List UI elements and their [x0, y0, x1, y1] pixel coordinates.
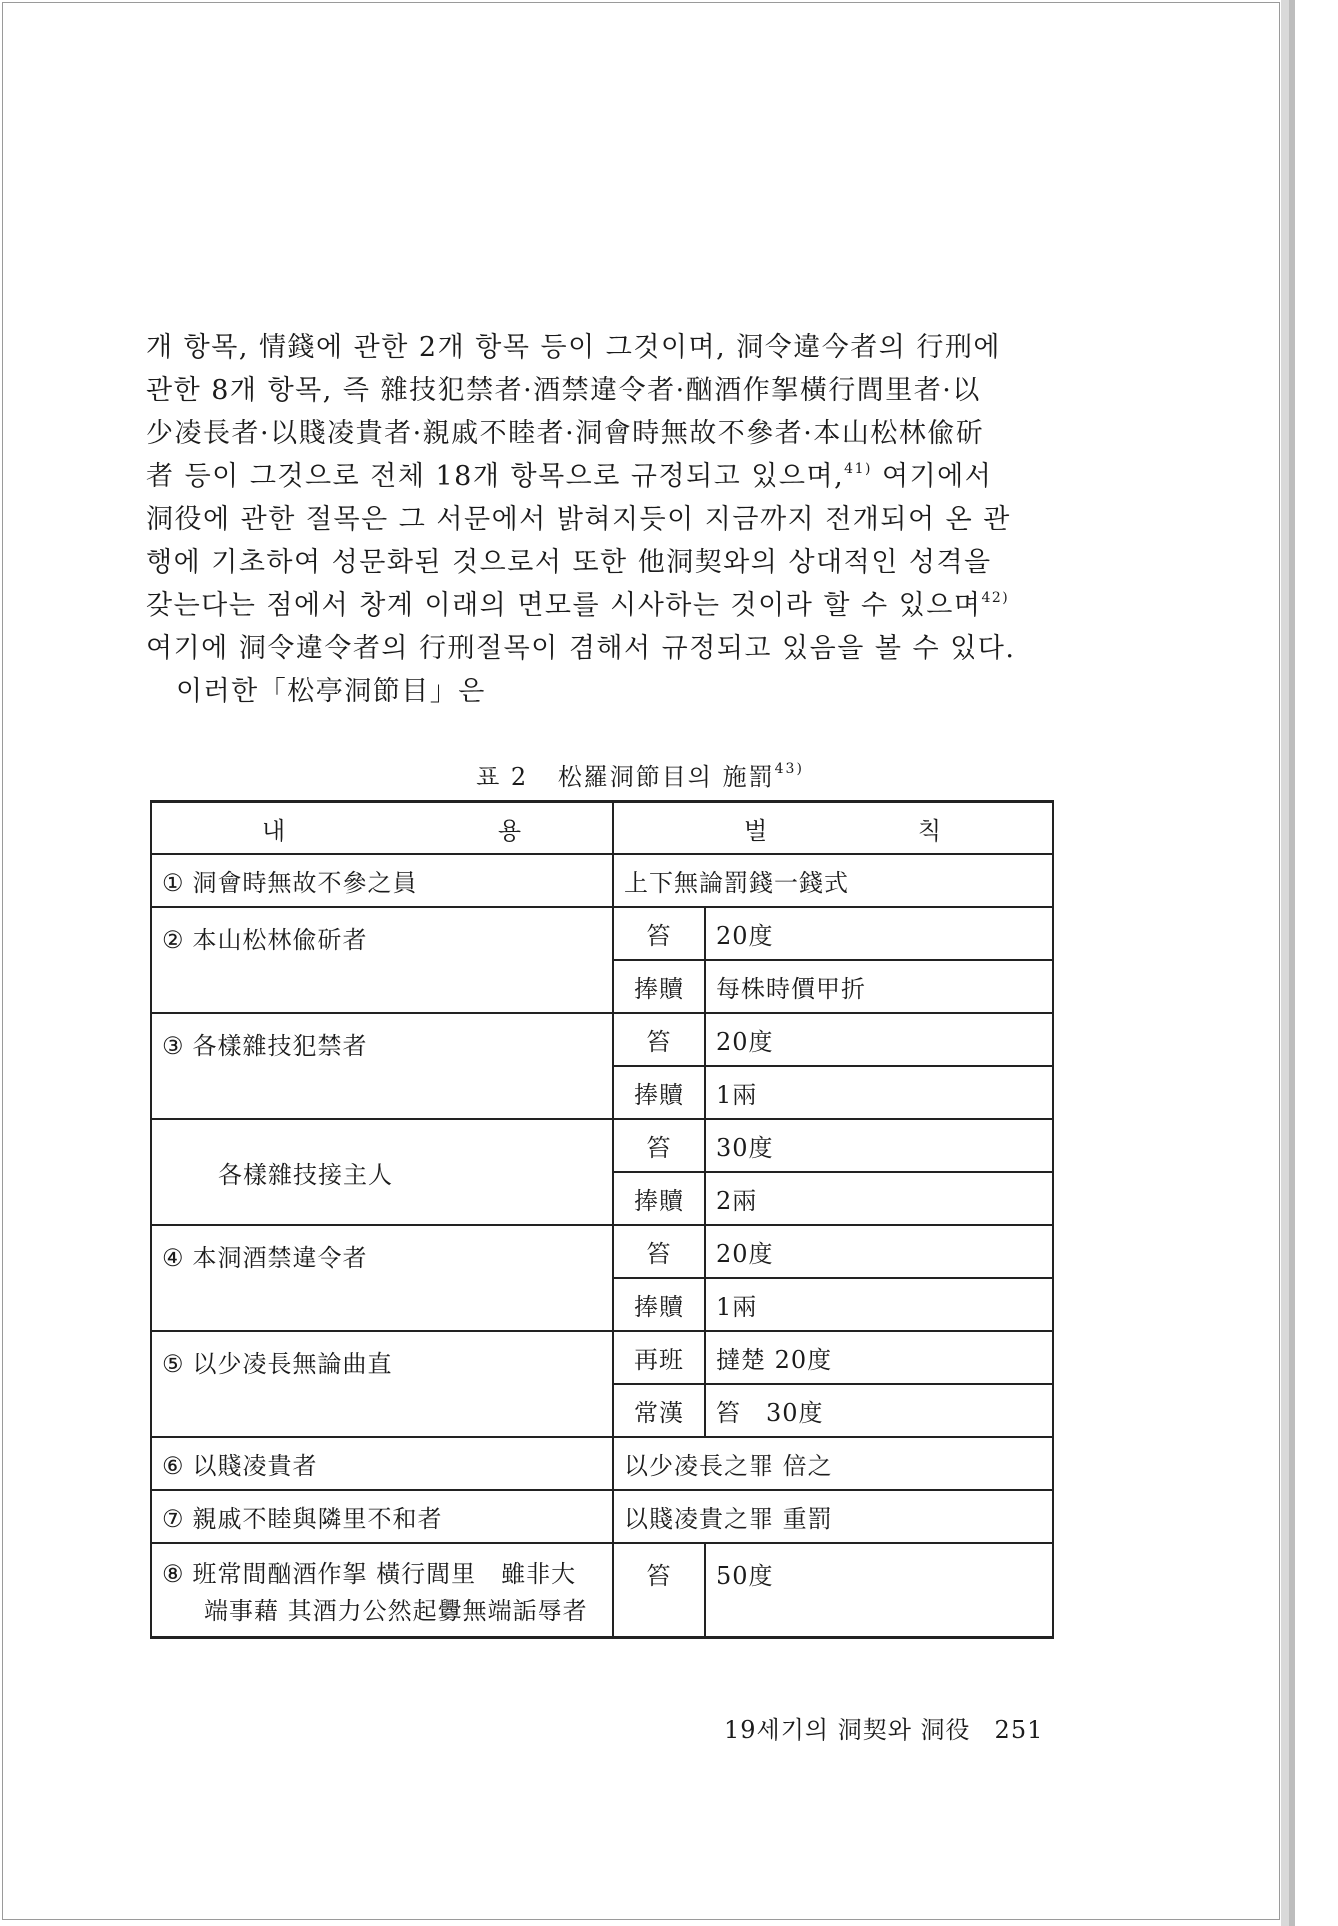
table-title: 松羅洞節目의 施罰	[557, 763, 775, 791]
header-content: 내 용	[151, 802, 613, 855]
penalty-label: 捧贖	[613, 960, 705, 1013]
penalty-value: 30度	[705, 1119, 1053, 1172]
penalty-value: 笞 30度	[705, 1384, 1053, 1437]
rule-content: ⑦ 親戚不睦與隣里不和者	[151, 1490, 613, 1543]
table-row	[151, 1543, 1053, 1638]
penalty-value: 20度	[705, 1225, 1053, 1278]
rule-content: ① 洞會時無故不參之員	[151, 854, 613, 907]
body-line: 者 등이 그것으로 전체 18개 항목으로 규정되고 있으며,$^{41)}$ 여기에서	[146, 461, 993, 492]
body-line: 행에 기초하여 성문화된 것으로서 또한 他洞契와의 상대적인 성격을	[146, 547, 992, 578]
body-line: 이러한「松亭洞節目」은	[176, 676, 486, 707]
penalty-label: 笞	[613, 1225, 705, 1278]
page-edge-shadow	[1281, 0, 1289, 1926]
rule-penalty: 以少凌長之罪 倍之	[613, 1437, 1053, 1490]
rule-content: ⑤ 以少凌長無論曲直	[151, 1331, 613, 1437]
footnote-ref: 42)	[981, 590, 1010, 606]
table-row	[151, 907, 1053, 960]
penalty-value: 每株時價甲折	[705, 960, 1053, 1013]
table-row	[151, 1331, 1053, 1384]
penalty-value: 50度	[705, 1543, 1053, 1638]
rule-penalty: 上下無論罰錢一錢式	[613, 854, 1053, 907]
rule-penalty: 以賤凌貴之罪 重罰	[613, 1490, 1053, 1543]
penalty-value: 1兩	[705, 1278, 1053, 1331]
running-footer	[724, 1710, 1043, 1745]
rule-content: ④ 本洞酒禁違令者	[151, 1225, 613, 1331]
table-caption	[0, 757, 1280, 792]
penalty-label: 笞	[613, 907, 705, 960]
penalty-value: 20度	[705, 907, 1053, 960]
footnote-ref: 41)	[844, 461, 872, 477]
rule-content: ③ 各樣雜技犯禁者	[151, 1013, 613, 1119]
penalty-label: 常漢	[613, 1384, 705, 1437]
table-row	[151, 1013, 1053, 1066]
body-line: 여기에 洞令違令者의 行刑절목이 겸해서 규정되고 있음을 볼 수 있다.	[146, 633, 1016, 664]
rule-sub-content: 各樣雜技接主人	[151, 1119, 613, 1225]
rule-content: ② 本山松林偸斫者	[151, 907, 613, 1013]
table-row	[151, 1225, 1053, 1278]
header-penalty: 벌 칙	[613, 802, 1053, 855]
penalty-label: 捧贖	[613, 1066, 705, 1119]
table-row	[151, 1437, 1053, 1490]
penalty-label: 再班	[613, 1331, 705, 1384]
running-title: 19세기의 洞契와 洞役	[724, 1716, 971, 1744]
table-row	[151, 1490, 1053, 1543]
table-row	[151, 1119, 1053, 1172]
penalty-value: 20度	[705, 1013, 1053, 1066]
penalty-label: 捧贖	[613, 1278, 705, 1331]
penalty-value: 1兩	[705, 1066, 1053, 1119]
table-header-row	[151, 802, 1053, 855]
body-line: 갖는다는 점에서 창계 이래의 면모를 시사하는 것이라 할 수 있으며$^{42)}$	[146, 590, 1010, 621]
rule-content: ⑥ 以賤凌貴者	[151, 1437, 613, 1490]
penalty-label: 笞	[613, 1013, 705, 1066]
penalty-label: 笞	[613, 1119, 705, 1172]
body-line: 개 항목, 情錢에 관한 2개 항목 등이 그것이며, 洞令違今者의 行刑에	[146, 332, 1001, 363]
table-label: 표 2	[476, 763, 529, 791]
body-line: 관한 8개 항목, 즉 雜技犯禁者·酒禁違令者·酗酒作挐橫行閭里者·以	[146, 375, 981, 406]
penalty-label: 捧贖	[613, 1172, 705, 1225]
penalty-value: 2兩	[705, 1172, 1053, 1225]
table-row	[151, 854, 1053, 907]
page-number: 251	[994, 1716, 1044, 1744]
body-line: 少凌長者·以賤凌貴者·親戚不睦者·洞會時無故不參者·本山松林偸斫	[146, 418, 985, 449]
penalty-value: 撻楚 20度	[705, 1331, 1053, 1384]
footnote-ref: 43)	[774, 761, 804, 777]
rule-content: ⑧ 班常間酗酒作挐 橫行閭里 雖非大 端事藉 其酒力公然起釁無端詬辱者	[151, 1543, 613, 1638]
body-paragraph	[146, 326, 1056, 713]
page-margin-right	[1295, 0, 1338, 1926]
penalty-table	[150, 800, 1054, 1639]
penalty-label: 笞	[613, 1543, 705, 1638]
body-line: 洞役에 관한 절목은 그 서문에서 밝혀지듯이 지금까지 전개되어 온 관	[146, 504, 1011, 535]
